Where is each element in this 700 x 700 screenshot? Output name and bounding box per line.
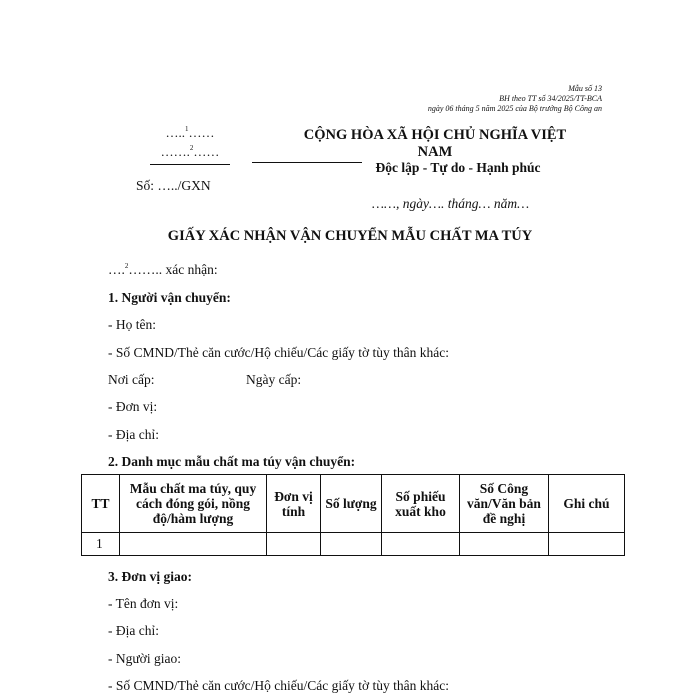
carrier-id-field: - Số CMND/Thẻ căn cước/Hộ chiếu/Các giấy tờ tùy thân khác: — [108, 345, 450, 360]
column-header-notes: Ghi chú — [549, 475, 625, 533]
intro-line — [108, 262, 218, 278]
form-issued-under: BH theo TT số 34/2025/TT-BCA — [499, 94, 602, 103]
table-cell — [549, 533, 625, 556]
intro-text: …….. xác nhận: — [128, 262, 218, 277]
deliverer-field: - Người giao: — [108, 651, 181, 666]
footnote-ref: 2 — [189, 144, 194, 152]
form-reference — [380, 84, 602, 114]
carrier-issued-place-field: Nơi cấp: — [108, 372, 155, 387]
place-date: ……, ngày…. tháng… năm… — [372, 196, 530, 211]
column-header-warehouse-slip: Số phiếu xuất kho — [382, 475, 460, 533]
sender-address-field: - Địa chỉ: — [108, 623, 159, 638]
footnote-ref: 1 — [185, 125, 189, 133]
section-2-heading: 2. Danh mục mẫu chất ma túy vận chuyển: — [108, 454, 356, 469]
agency-parent — [130, 125, 250, 141]
footnote-ref: 2 — [124, 262, 129, 270]
table-cell — [321, 533, 382, 556]
column-header-unit: Đơn vị tính — [267, 475, 321, 533]
agency-name-dots: ……. — [160, 144, 190, 159]
table-cell — [382, 533, 460, 556]
section-1-heading: 1. Người vận chuyển: — [108, 290, 231, 305]
table-cell — [267, 533, 321, 556]
carrier-unit-field: - Đơn vị: — [108, 399, 158, 414]
nation-line-1: CỘNG HÒA XÃ HỘI CHỦ NGHĨA VIỆT — [303, 127, 567, 143]
table-row — [82, 533, 625, 556]
document-number: Số: …../GXN — [136, 178, 211, 193]
section-3-heading: 3. Đơn vị giao: — [108, 569, 192, 584]
column-header-request-doc: Số Công văn/Văn bản đề nghị — [460, 475, 549, 533]
nation-line-2: NAM — [417, 144, 453, 160]
form-issued-date: ngày 06 tháng 5 năm 2025 của Bộ trưởng Bộ Công an — [427, 104, 602, 113]
national-motto: Độc lập - Tự do - Hạnh phúc — [375, 160, 541, 175]
table-cell — [460, 533, 549, 556]
deliverer-id-field: - Số CMND/Thẻ căn cước/Hộ chiếu/Các giấy tờ tùy thân khác: — [108, 678, 450, 693]
nation-name — [285, 127, 585, 161]
column-header-tt: TT — [82, 475, 120, 533]
column-header-quantity: Số lượng — [321, 475, 382, 533]
agency-name — [130, 144, 250, 160]
form-number: Mẫu số 13 — [568, 84, 602, 93]
drug-sample-table — [81, 474, 625, 556]
carrier-address-field: - Địa chỉ: — [108, 427, 159, 442]
agency-parent-dots: ….. — [165, 125, 185, 140]
intro-prefix: …. — [108, 262, 125, 277]
table-header-row — [82, 475, 625, 533]
agency-underline — [150, 164, 230, 165]
table-cell — [120, 533, 267, 556]
carrier-issued-date-field: Ngày cấp: — [246, 372, 302, 387]
table-cell: 1 — [82, 533, 120, 556]
sender-unit-name-field: - Tên đơn vị: — [108, 596, 179, 611]
column-header-sample: Mẫu chất ma túy, quy cách đóng gói, nồng độ/hàm lượng — [120, 475, 267, 533]
carrier-name-field: - Họ tên: — [108, 317, 156, 332]
agency-name-tail: …… — [193, 144, 220, 159]
document-title: GIẤY XÁC NHẬN VẬN CHUYỂN MẪU CHẤT MA TÚY — [167, 228, 533, 244]
agency-parent-tail: …… — [188, 125, 215, 140]
